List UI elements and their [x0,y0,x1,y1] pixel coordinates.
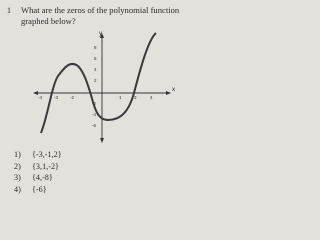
polynomial-curve [41,33,156,133]
y-tick-label: 8 [94,45,97,50]
question-number: 1 [7,6,11,15]
choice-text: {-6} [32,184,47,194]
y-tick-label: -4 [92,112,97,117]
choice-text: {-3,-1,2} [32,150,62,159]
x-tick-label: -3 [54,95,59,100]
x-axis-label: x [172,86,176,93]
x-tick-label: 1 [119,95,122,100]
y-tick-label: -6 [92,123,97,128]
choice-3[interactable] [14,173,62,185]
question-text: What are the zeros of the polynomial function graphed below? [21,5,180,26]
x-tick-label: 3 [134,95,137,100]
choice-number: 1) [14,150,21,159]
choice-1[interactable] [14,150,62,162]
x-axis-arrow-right [166,91,171,95]
choice-number: 2) [14,161,21,171]
function-graph [28,30,178,145]
y-tick-label: -2 [92,101,97,106]
choice-4[interactable] [14,185,62,197]
y-tick-label: 2 [94,78,97,83]
choice-2[interactable] [14,162,62,174]
choice-number: 4) [14,184,21,194]
y-tick-label: 4 [94,67,97,72]
choice-text: {3,1,-2} [32,161,59,171]
choice-text: {4,-8} [32,173,53,182]
choice-number: 3) [14,173,21,182]
y-axis-arrow-down [100,138,104,143]
answer-choices [14,150,62,196]
y-axis-label: y [99,30,103,37]
y-tick-label: 6 [94,56,97,61]
x-tick-label: 4 [150,95,153,100]
x-tick-label: -4 [38,95,43,100]
x-tick-label: -2 [70,95,75,100]
